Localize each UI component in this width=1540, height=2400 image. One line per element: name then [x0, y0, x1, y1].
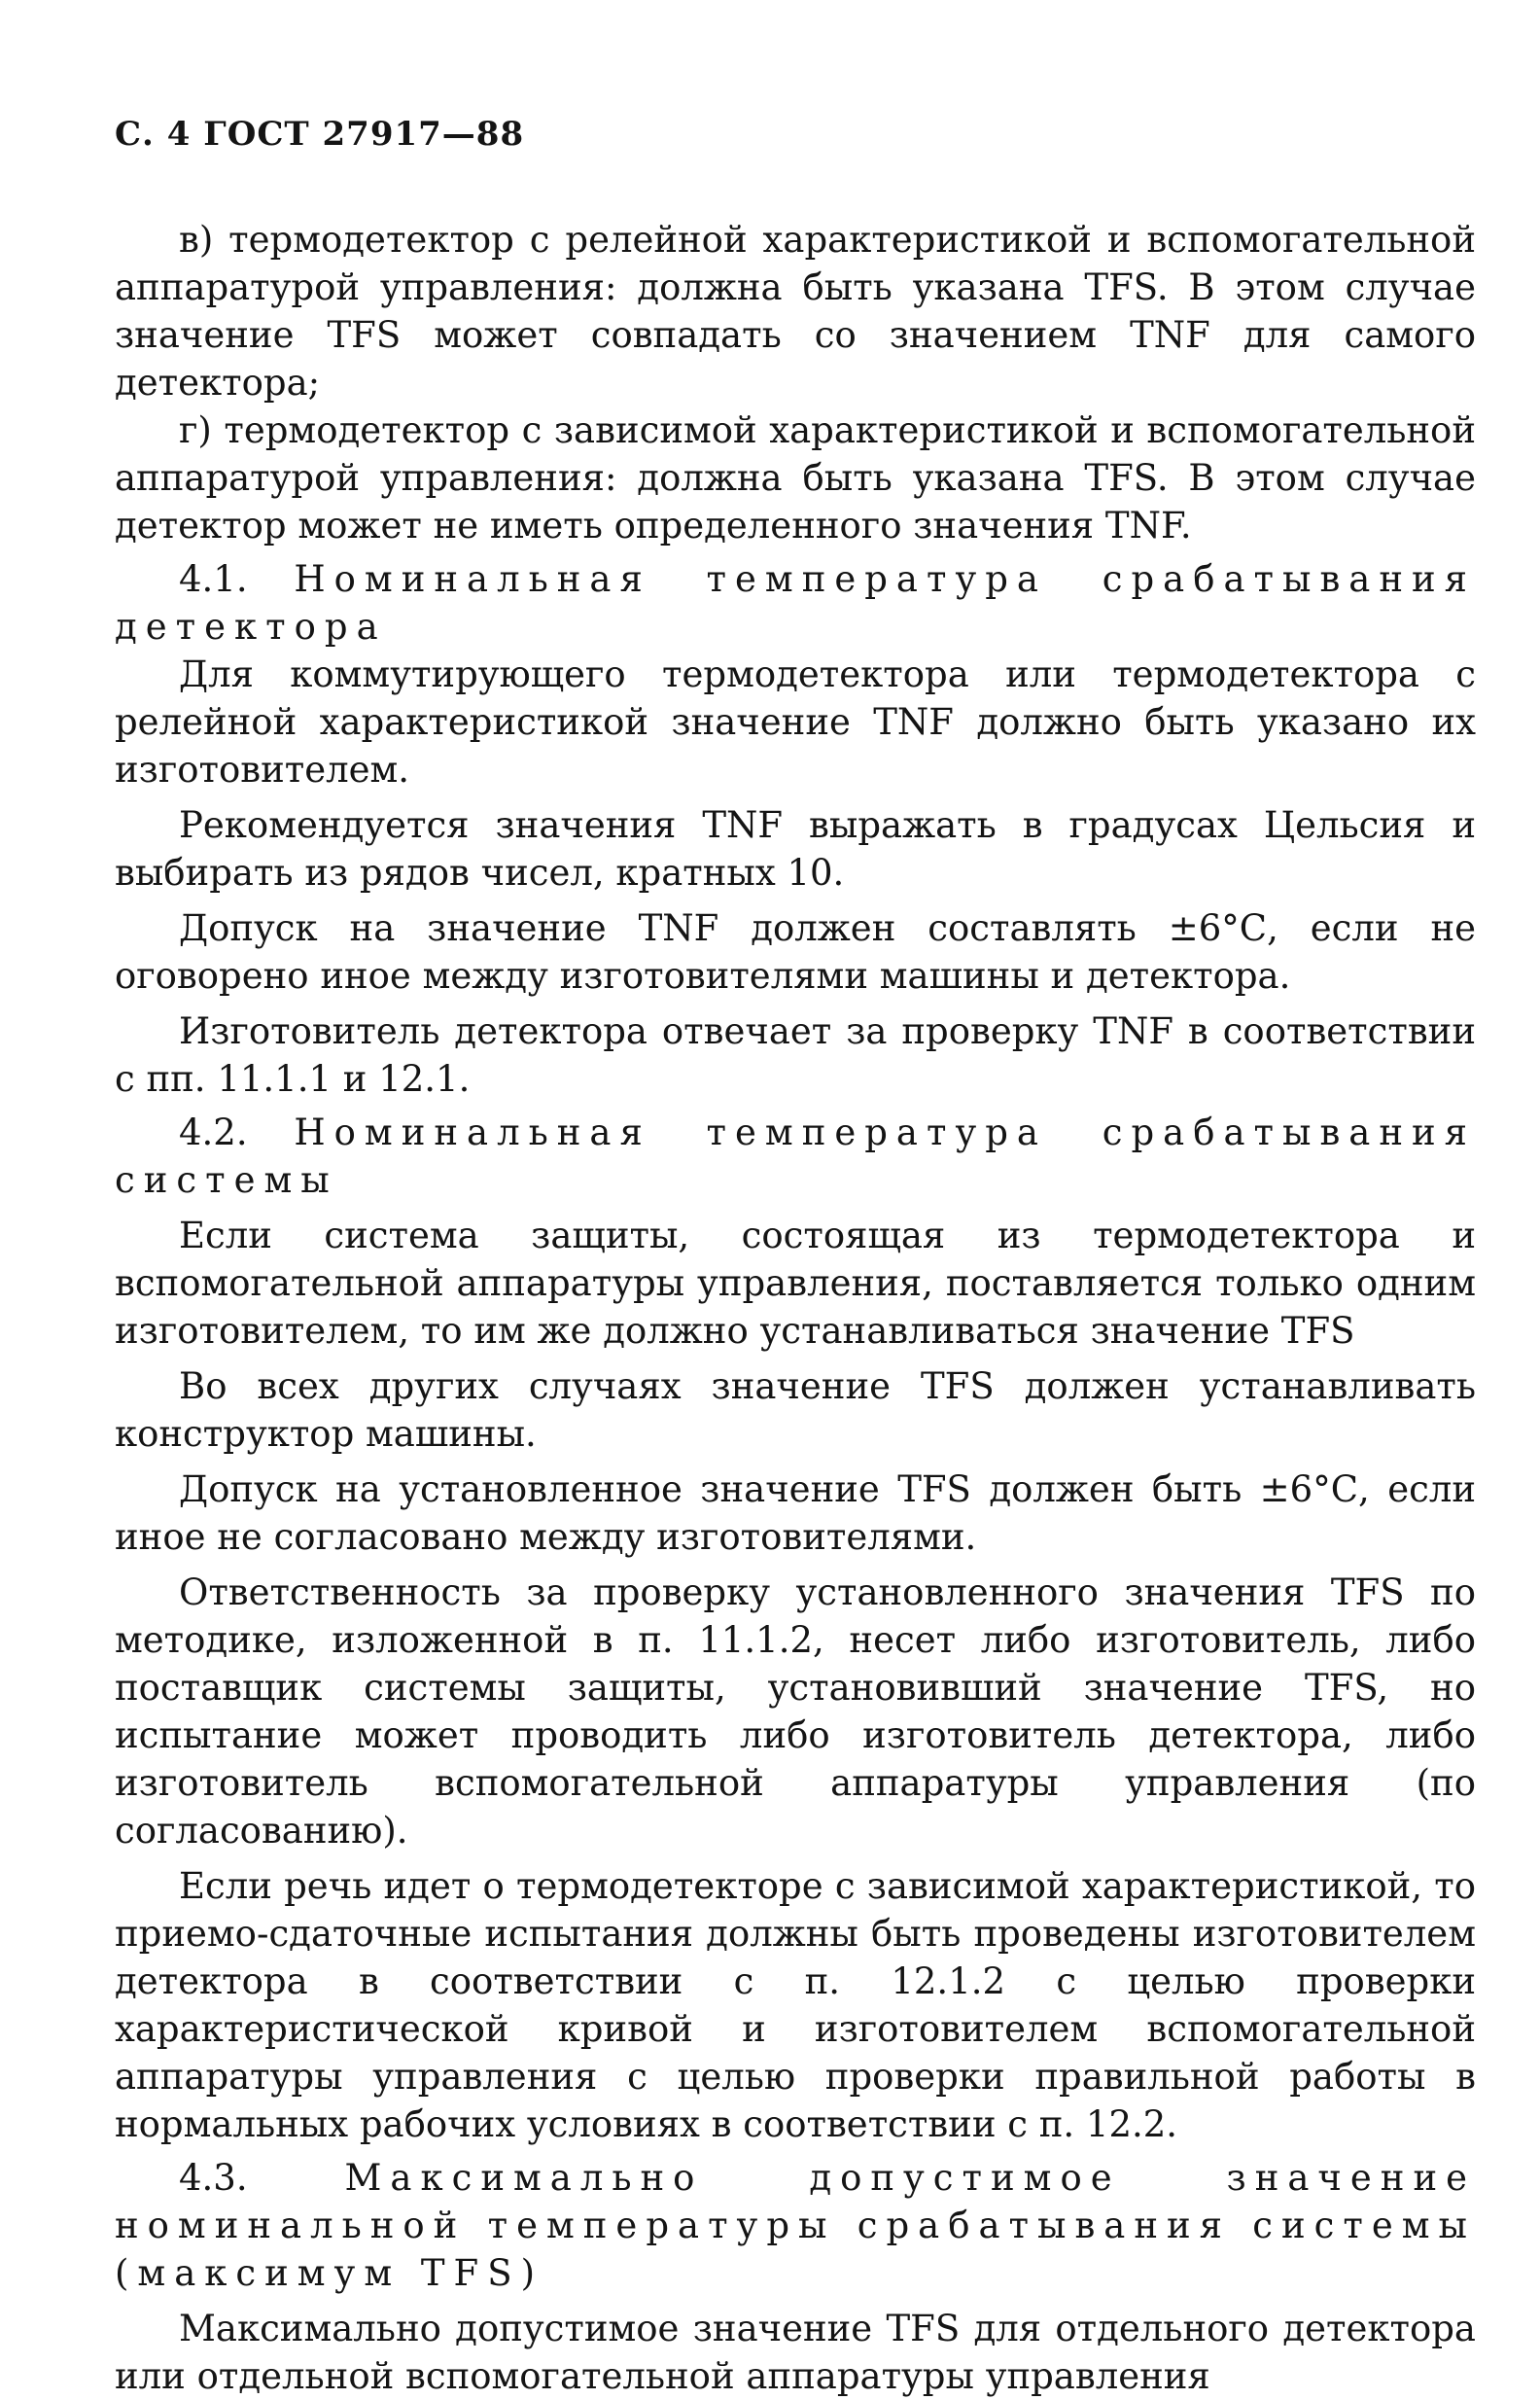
document-body [115, 216, 1476, 2400]
paragraph-item-g: г) термодетектор с зависимой характеристикой и вспомогательной аппаратурой управления: должна быть указана TFS. В этом случае детектор может не иметь определенного значения TNF. [115, 409, 1476, 547]
paragraph: Рекомендуется значения TNF выражать в градусах Цельсия и выбирать из рядов чисел, кратных 10. [115, 804, 1476, 894]
section-title: Номинальная температура срабатывания детектора [115, 558, 1477, 648]
paragraph: Изготовитель детектора отвечает за проверку TNF в соответствии с пп. 11.1.1 и 12.1. [115, 1010, 1476, 1100]
paragraph: Допуск на установленное значение TFS должен быть ±6°С, если иное не согласовано между изготовителями. [115, 1468, 1476, 1558]
section-heading-4-2 [115, 1109, 1476, 1204]
page-header: С. 4 ГОСТ 27917—88 [115, 115, 525, 154]
section-number: 4.1. [179, 558, 248, 600]
section-number: 4.3. [179, 2157, 248, 2199]
paragraph: Для коммутирующего термодетектора или термодетектора с релейной характеристикой значение TNF должно быть указано их изготовителем. [115, 653, 1476, 791]
paragraph: Ответственность за проверку установленного значения TFS по методике, изложенной в п. 11.1.2, несет либо изготовитель, либо поставщик системы защиты, установивший значение TFS, но испытание может проводить либо изготовитель детектора, либо изготовитель вспомогательной аппаратуры управления (по согласованию). [115, 1571, 1476, 1852]
document-page [115, 115, 1476, 2400]
paragraph: Если речь идет о термодетекторе с зависимой характеристикой, то приемо-сдаточные испытания должны быть проведены изготовителем детектора в соответствии с п. 12.1.2 с целью проверки характеристической кривой и изготовителем вспомогательной аппаратуры управления с целью проверки правильной работы в нормальных рабочих условиях в соответствии с п. 12.2. [115, 1865, 1476, 2145]
paragraph: Максимально допустимое значение TFS для отдельного детектора или отдельной вспомогательной аппаратуры управления [115, 2308, 1476, 2397]
section-title: Номинальная температура срабатывания системы [115, 1112, 1477, 1201]
section-heading-4-1 [115, 555, 1476, 651]
paragraph: Во всех других случаях значение TFS должен устанавливать конструктор машины. [115, 1365, 1476, 1455]
section-number: 4.2. [179, 1112, 248, 1153]
paragraph: Допуск на значение TNF должен составлять ±6°С, если не оговорено иное между изготовителями машины и детектора. [115, 907, 1476, 997]
section-heading-4-3 [115, 2154, 1476, 2297]
paragraph-item-v: в) термодетектор с релейной характеристикой и вспомогательной аппаратурой управления: должна быть указана TFS. В этом случае значение TFS может совпадать со значением TNF для самого детектора; [115, 219, 1476, 404]
section-title: Максимально допустимое значение номинальной температуры срабатывания системы (максимум TFS) [115, 2157, 1477, 2294]
paragraph: Если система защиты, состоящая из термодетектора и вспомогательной аппаратуры управления, поставляется только одним изготовителем, то им же должно устанавливаться значение TFS [115, 1215, 1476, 1352]
